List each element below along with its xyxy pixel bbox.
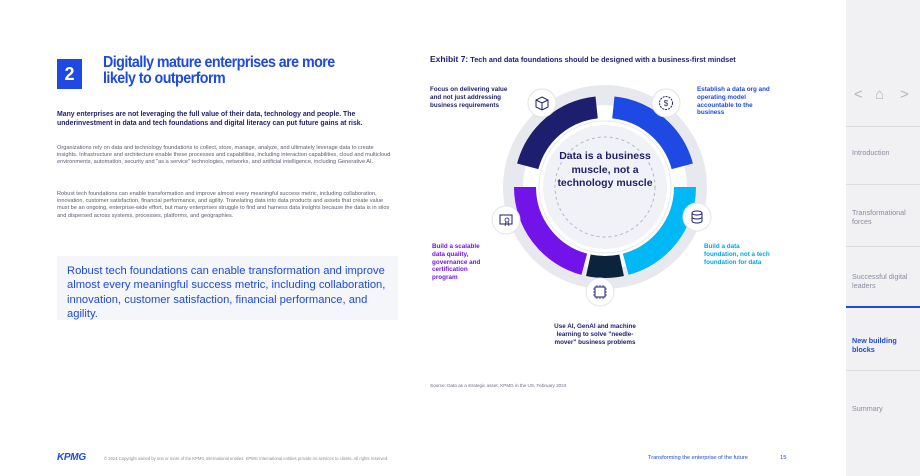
sidebar-divider [846, 184, 920, 185]
sidebar-divider [846, 126, 920, 127]
sidebar-item-successful-digital-leaders[interactable]: Successful digital leaders [852, 272, 908, 290]
sidebar-divider [846, 246, 920, 247]
sidebar-nav [846, 0, 920, 476]
svg-text:$: $ [663, 99, 669, 108]
segment-ai [588, 265, 621, 267]
segment-label-data-foundation: Build a data foundation, not a tech foundation for data [704, 243, 770, 266]
sidebar-item-summary[interactable]: Summary [852, 404, 883, 413]
dollar-gear-icon [652, 89, 680, 117]
home-icon[interactable]: ⌂ [875, 86, 885, 103]
sidebar-divider [846, 370, 920, 371]
kpmg-logo: KPMG [57, 452, 86, 463]
ai-chip-icon [586, 278, 614, 306]
pull-quote-text: Robust tech foundations can enable transformation and improve almost every meaningful success metric, including collaboration, innovation, customer satisfaction, financial performance, and agility. [67, 265, 386, 321]
prev-page-button[interactable]: < [854, 86, 863, 103]
database-icon [683, 203, 711, 231]
body-paragraph-1: Organizations rely on data and technology foundations to collect, store, manage, analyze, and ultimately leverage data to create insights. Infrastructure and architecture enable these processes and capabilities, including interaction capabilities, cloud and multicloud environments, automation, security and "as a service" technologies, networks, and artificial intelligence, including Generative AI. [57, 145, 391, 166]
page-number: 15 [780, 455, 787, 461]
footer-doc-title: Transforming the enterprise of the future [648, 455, 748, 461]
exhibit-title-text: Tech and data foundations should be designed with a business-first mindset [470, 55, 736, 64]
nav-arrows [846, 86, 920, 106]
exhibit-title [430, 55, 810, 64]
section-number: 2 [57, 59, 82, 89]
sidebar-item-transformational-forces[interactable]: Transformational forces [852, 208, 906, 226]
exhibit-label: Exhibit 7: [430, 54, 469, 64]
certificate-icon [492, 206, 520, 234]
next-page-button[interactable]: > [900, 86, 909, 103]
diagram-center-text: Data is a business muscle, not a technology muscle [557, 150, 653, 189]
segment-label-value: Focus on delivering value and not just addressing business requirements [430, 86, 508, 109]
body-paragraph-2: Robust tech foundations can enable transformation and improve almost every meaningful success metric, including collaboration, innovation, customer satisfaction, financial performance, and agility. Translating data into data products and assets that create value must be an ongoing, enterprise-wide effort, but many enterprises struggle to find and harness data insights because the data is in silos and dispersed across systems, processes, platforms, and geographies. [57, 191, 390, 219]
sidebar-item-new-building-blocks[interactable]: New building blocks [852, 336, 897, 354]
segment-label-data-org: Establish a data org and operating model accountable to the business [697, 86, 770, 117]
sidebar-divider-active [846, 306, 920, 308]
cube-icon [528, 89, 556, 117]
pull-quote [57, 256, 398, 320]
section-title: Digitally mature enterprises are more likely to outperform [103, 54, 335, 87]
exhibit-source: Source: Data as a strategic asset, KPMG in the US, February 2024 [430, 383, 567, 388]
segment-label-governance: Build a scalable data quality, governance and certification program [432, 243, 481, 282]
segment-label-ai: Use AI, GenAI and machine learning to solve "needle-mover" business problems [554, 323, 636, 346]
sidebar-item-introduction[interactable]: Introduction [852, 148, 890, 157]
copyright-text: © 2024 Copyright owned by one or more of the KPMG International entities. KPMG International entities provide no services to clients. All rights reserved. [104, 456, 389, 461]
lead-paragraph: Many enterprises are not leveraging the full value of their data, technology and people. The underinvestment in data and tech foundations and digital literacy can put future gains at risk. [57, 111, 363, 127]
